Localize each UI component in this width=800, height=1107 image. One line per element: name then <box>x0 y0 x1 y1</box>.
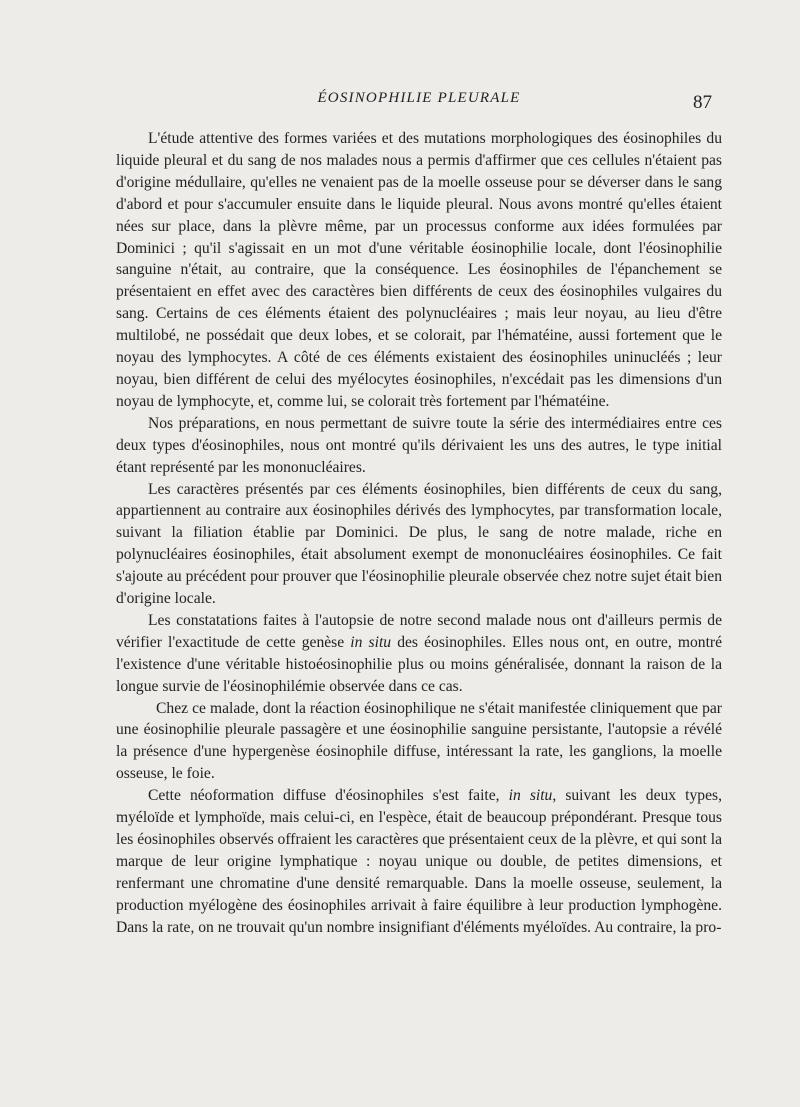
page-number: 87 <box>693 92 712 113</box>
paragraph-3: Les caractères présentés par ces éléments éosinophiles, bien différents de ceux du sang, appartiennent au contraire aux éosinophiles dérivés des lymphocytes, par transformation locale, suivant la filiation établie par Dominici. De plus, le sang de notre malade, riche en polynucléaires éosinophiles, était absolument exempt de mononucléaires éosinophiles. Ce fait s'ajoute au précédent pour prouver que l'éosinophilie pleurale observée chez notre sujet était bien d'origine locale. <box>116 480 722 608</box>
paragraph-4 <box>116 610 722 698</box>
paragraph-6-start: Cette néoformation diffuse d'éosinophiles s'est faite, <box>148 787 509 805</box>
paragraph-4-end: des éosinophiles. Elles nous ont, en outre, montré l'existence d'une véritable histoéosinophilie plus ou moins généralisée, donnant la raison de la longue survie de l'éosinophilémie observée dans ce cas. <box>116 633 723 695</box>
paragraph-2: Nos préparations, en nous permettant de suivre toute la série des intermédiaires entre ces deux types d'éosinophiles, nous ont montré qu'ils dérivaient les uns des autres, le type initial étant représenté par les mononucléaires. <box>116 414 722 476</box>
body-text <box>116 128 722 939</box>
paragraph-1: L'étude attentive des formes variées et des mutations morphologiques des éosinophiles du liquide pleural et du sang de nos malades nous a permis d'affirmer que ces cellules n'étaient pas d'origine médullaire, qu'elles ne venaient pas de la moelle osseuse pour se déverser dans le sang d'abord et pour s'accumuler ensuite dans le liquide pleural. Nous avons montré qu'elles étaient nées sur place, dans la plèvre même, par un processus conforme aux idées formulées par Dominici ; qu'il s'agissait en un mot d'une véritable éosinophilie locale, dont l'éosinophilie sanguine n'était, au contraire, que la conséquence. Les éosinophiles de l'épanchement se présentaient en effet avec des caractères bien différents de ceux des éosinophiles vulgaires du sang. Certains de ces éléments étaient des polynucléaires ; mais leur noyau, au lieu d'être multilobé, ne possédait que deux lobes, et se colorait, par l'hématéine, aussi fortement que le noyau des lymphocytes. A côté de ces éléments existaient des éosinophiles uninucléés ; leur noyau, bien différent de celui des myélocytes éosinophiles, n'excédait pas les dimensions d'un noyau de lymphocyte, et, comme lui, se colorait très fortement par l'hématéine. <box>116 130 722 410</box>
paragraph-6-italic: in situ <box>508 787 553 805</box>
paragraph-6 <box>116 785 722 938</box>
paragraph-6-end: , suivant les deux types, myéloïde et lymphoïde, mais celui-ci, en l'espèce, était de beaucoup prépondérant. Presque tous les éosinophiles observés offraient les caractères que présentaient ceux de la plèvre, et qui sont la marque de leur origine lymphatique : noyau unique ou double, de petites dimensions, et renfermant une chromatine d'une densité remarquable. Dans la moelle osseuse, seulement, la production myélogène des éosinophiles arrivait à faire équilibre à leur production lymphogène. Dans la rate, on ne trouvait qu'un nombre insignifiant d'éléments myéloïdes. Au contraire, la pro- <box>116 787 722 936</box>
paragraph-4-italic: in situ <box>350 633 392 651</box>
page-header <box>116 88 722 118</box>
paragraph-4-start: Les constatations faites à l'autopsie de notre second malade nous ont d'ailleurs permis de vérifier l'exactitude de cette genèse <box>116 611 722 651</box>
running-title: ÉOSINOPHILIE PLEURALE <box>317 90 521 106</box>
paragraph-5: Chez ce malade, dont la réaction éosinophilique ne s'était manifestée cliniquement que par une éosinophilie pleurale passagère et une éosinophilie sanguine persistante, l'autopsie a révélé la présence d'une hypergenèse éosinophile diffuse, intéressant la rate, les ganglions, la moelle osseuse, le foie. <box>116 699 722 783</box>
